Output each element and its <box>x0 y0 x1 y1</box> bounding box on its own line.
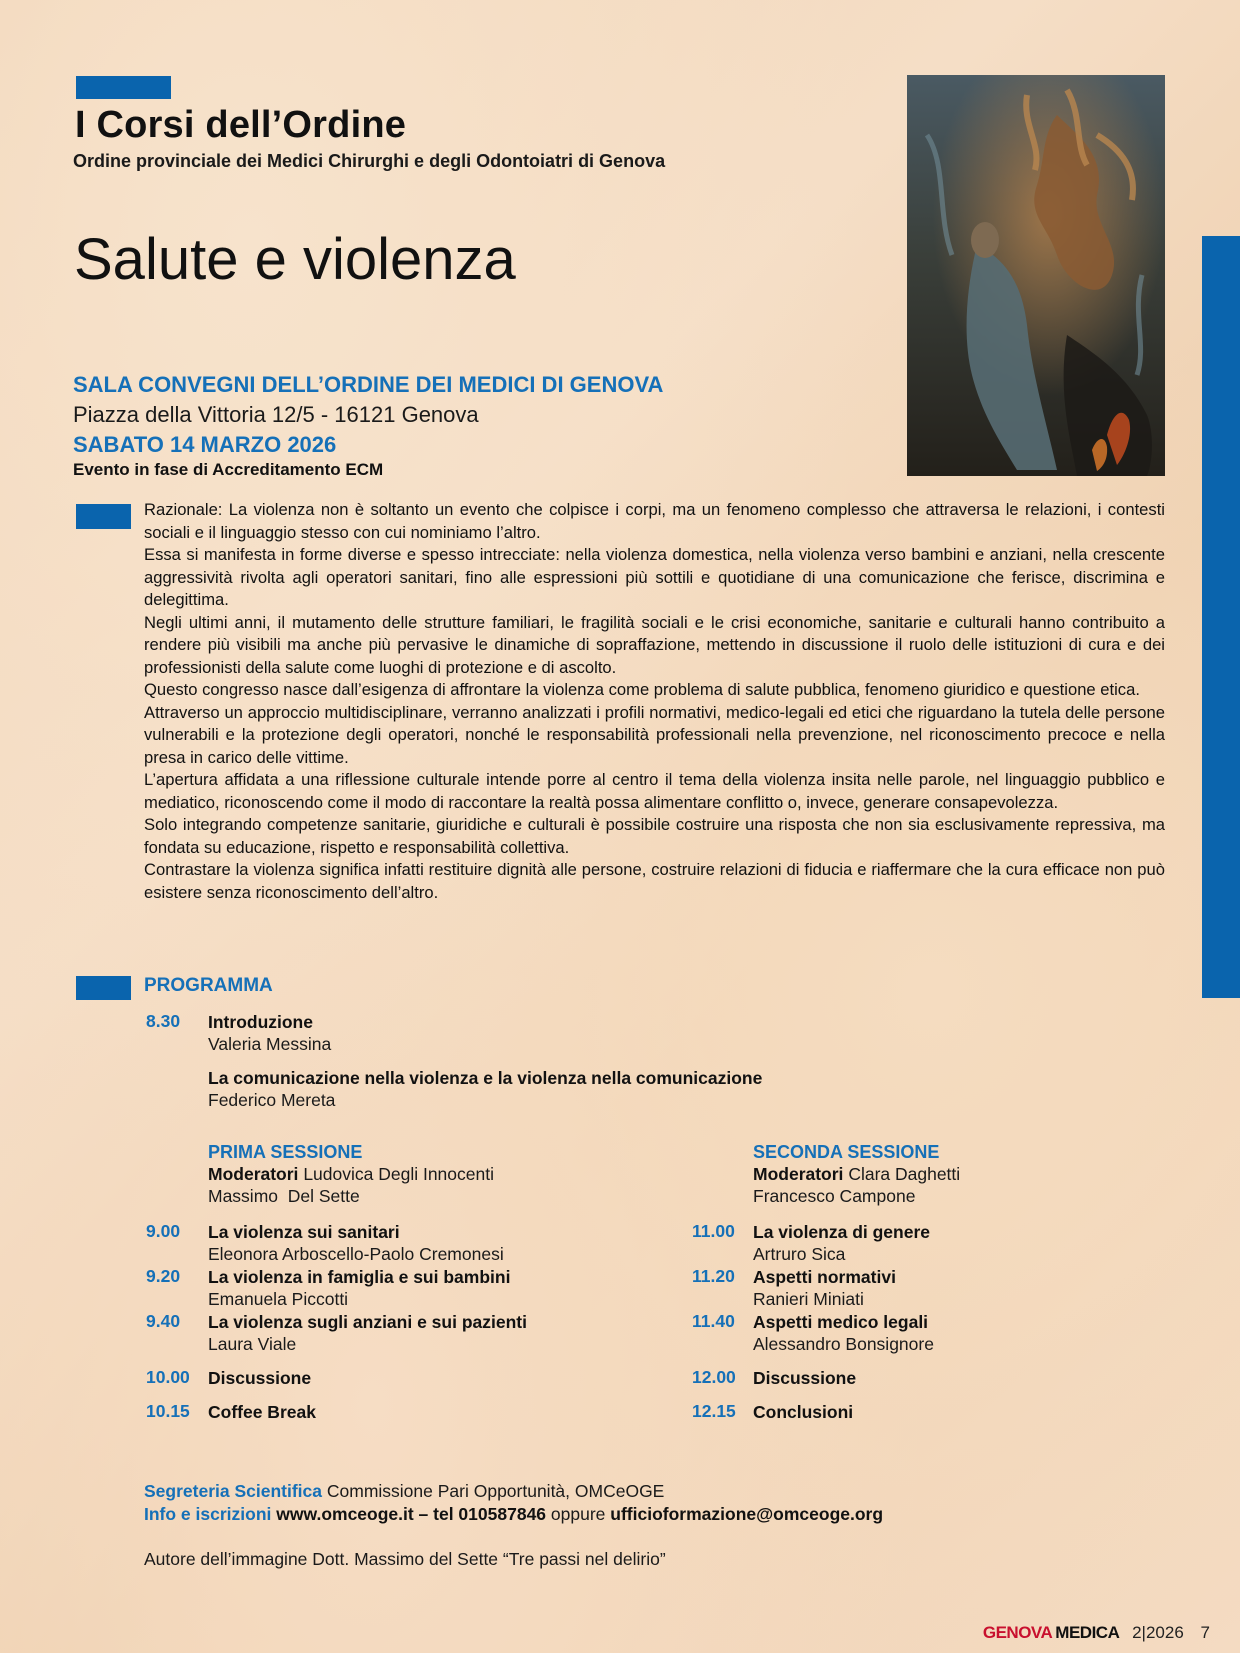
intro-title: Introduzione <box>208 1012 313 1032</box>
session2-moderator: Clara Daghetti <box>848 1164 961 1184</box>
brand-medica: MEDICA <box>1055 1623 1120 1642</box>
session1-item-title: Coffee Break <box>208 1402 316 1422</box>
section-title: I Corsi dell’Ordine <box>75 104 407 146</box>
intro-talk-speaker: Federico Mereta <box>208 1090 336 1110</box>
session2-moderators-label: Moderatori <box>753 1164 844 1184</box>
scientific-secretary <box>144 1481 664 1502</box>
event-address: Piazza della Vittoria 12/5 - 16121 Genova <box>73 402 479 427</box>
session2-item-title: Aspetti medico legali <box>753 1312 929 1332</box>
session1-item-title: La violenza in famiglia e sui bambini <box>208 1267 511 1287</box>
body-accent-bar <box>76 504 131 529</box>
session1-item <box>208 1367 311 1389</box>
event-venue: SALA CONVEGNI DELL’ORDINE DEI MEDICI DI GENOVA <box>73 372 664 397</box>
intro-talk <box>208 1067 762 1111</box>
rationale-paragraph: Negli ultimi anni, il mutamento delle strutture familiari, le fragilità sociali e le crisi economiche, sanitarie e culturali hanno contribuito a rendere più visibili ma anche più pervasive le dinamiche di sopraffazione, mettendo in discussione il ruolo delle istituzioni di cura e dei professionisti della salute come luoghi di protezione e di ascolto. <box>144 612 1165 677</box>
session1-item <box>208 1266 510 1310</box>
secretary-label: Segreteria Scientifica <box>144 1481 322 1501</box>
page-edge-strip <box>1202 236 1240 998</box>
rationale-paragraph: Razionale: La violenza non è soltanto un evento che colpisce i corpi, ma un fenomeno complesso che attraversa le relazioni, i contesti sociali e il linguaggio stesso con cui nominiamo l’altro. <box>144 500 1165 542</box>
session2-time: 11.20 <box>692 1266 735 1286</box>
session2-item-title: Conclusioni <box>753 1402 854 1422</box>
session1-item <box>208 1401 316 1423</box>
session1-item <box>208 1311 527 1355</box>
session2-header <box>753 1141 960 1207</box>
info-web-tel[interactable]: www.omceoge.it – tel 010587846 <box>276 1504 547 1524</box>
session2-item-title: La violenza di genere <box>753 1222 930 1242</box>
intro-talk-title: La comunicazione nella violenza e la violenza nella comunicazione <box>208 1068 763 1088</box>
session1-time: 10.15 <box>146 1401 190 1421</box>
info-registration <box>144 1504 883 1525</box>
session1-time: 9.20 <box>146 1266 181 1286</box>
session2-time: 12.15 <box>692 1401 736 1421</box>
info-label: Info e iscrizioni <box>144 1504 272 1524</box>
info-email[interactable]: ufficioformazione@omceoge.org <box>610 1504 884 1524</box>
session2-item-speaker: Ranieri Miniati <box>753 1289 864 1309</box>
session2-title: SECONDA SESSIONE <box>753 1142 940 1162</box>
rationale-paragraph: L’apertura affidata a una riflessione culturale intende porre al centro il tema della violenza insita nelle parole, nel linguaggio pubblico e mediatico, riconoscendo come il modo di raccontare la realtà possa alimentare conflitto o, invece, generare consapevolezza. <box>144 770 1165 812</box>
session1-item-speaker: Eleonora Arboscello-Paolo Cremonesi <box>208 1244 504 1264</box>
session2-time: 11.40 <box>692 1311 735 1331</box>
session2-item-title: Aspetti normativi <box>753 1267 896 1287</box>
session1-time: 9.40 <box>146 1311 181 1331</box>
rationale-paragraph: Attraverso un approccio multidisciplinare, verranno analizzati i profili normativi, medico-legali ed etici che riguardano la tutela delle persone vulnerabili e la protezione degli operatori, nonché le responsabilità professionali nella prevenzione, nel riconoscimento precoce e nella presa in carico delle vittime. <box>144 702 1165 767</box>
session2-time: 12.00 <box>692 1367 736 1387</box>
session1-item-title: Discussione <box>208 1368 312 1388</box>
info-or: oppure <box>550 1504 606 1524</box>
session2-item <box>753 1221 930 1265</box>
secretary-value: Commissione Pari Opportunità, OMCeOGE <box>326 1481 665 1501</box>
session1-item-title: La violenza sugli anziani e sui pazienti <box>208 1312 527 1332</box>
session1-title: PRIMA SESSIONE <box>208 1142 363 1162</box>
session2-item <box>753 1401 853 1423</box>
rationale-paragraph: Contrastare la violenza significa infatti restituire dignità alle persone, costruire relazioni di fiducia e riaffermare che la cura efficace non può esistere senza riconoscimento dell’altro. <box>144 860 1165 902</box>
session1-item-title: La violenza sui sanitari <box>208 1222 400 1242</box>
session1-moderator: Ludovica Degli Innocenti <box>303 1164 494 1184</box>
section-subtitle: Ordine provinciale dei Medici Chirurghi e degli Odontoiatri di Genova <box>73 151 666 171</box>
session1-moderator: Massimo Del Sette <box>208 1186 360 1206</box>
event-title: Salute e violenza <box>74 227 516 292</box>
page-folio <box>983 1623 1210 1643</box>
rationale-text <box>144 499 1165 904</box>
session1-moderators-label: Moderatori <box>208 1164 299 1184</box>
intro-item <box>208 1011 331 1055</box>
session1-item-speaker: Emanuela Piccotti <box>208 1289 349 1309</box>
session2-time: 11.00 <box>692 1221 735 1241</box>
program-title: PROGRAMMA <box>144 975 273 996</box>
painting-image <box>907 75 1165 476</box>
session2-item <box>753 1311 934 1355</box>
session1-item <box>208 1221 504 1265</box>
brand-genova: GENOVA <box>982 1623 1053 1642</box>
page-number: 7 <box>1200 1623 1210 1642</box>
session1-header <box>208 1141 494 1207</box>
session2-item <box>753 1266 896 1310</box>
header-accent-bar <box>76 76 171 99</box>
rationale-paragraph: Solo integrando competenze sanitarie, giuridiche e culturali è possibile costruire una risposta che non sia esclusivamente repressiva, ma fondata su educazione, rispetto e responsabilità collettiva. <box>144 815 1165 857</box>
intro-speaker: Valeria Messina <box>208 1034 332 1054</box>
image-credit: Autore dell’immagine Dott. Massimo del Sette “Tre passi nel delirio” <box>144 1549 666 1569</box>
session1-time: 10.00 <box>146 1367 190 1387</box>
event-date: SABATO 14 MARZO 2026 <box>73 432 337 457</box>
session2-item-speaker: Alessandro Bonsignore <box>753 1334 934 1354</box>
intro-time: 8.30 <box>146 1011 181 1031</box>
issue-number: 2|2026 <box>1132 1623 1184 1642</box>
program-accent-bar <box>76 976 131 1000</box>
rationale-paragraph: Questo congresso nasce dall’esigenza di affrontare la violenza come problema di salute pubblica, fenomeno giuridico e questione etica. <box>144 680 1140 699</box>
session2-item-speaker: Artruro Sica <box>753 1244 846 1264</box>
session2-item <box>753 1367 856 1389</box>
ecm-note: Evento in fase di Accreditamento ECM <box>73 460 384 479</box>
rationale-paragraph: Essa si manifesta in forme diverse e spesso intrecciate: nella violenza domestica, nella violenza verso bambini e anziani, nella crescente aggressività rivolta agli operatori sanitari, fino alle espressioni più sottili e quotidiane di una comunicazione che ferisce, discrimina e delegittima. <box>144 545 1165 609</box>
session2-item-title: Discussione <box>753 1368 857 1388</box>
session1-time: 9.00 <box>146 1221 181 1241</box>
session2-moderator: Francesco Campone <box>753 1186 916 1206</box>
session1-item-speaker: Laura Viale <box>208 1334 297 1354</box>
